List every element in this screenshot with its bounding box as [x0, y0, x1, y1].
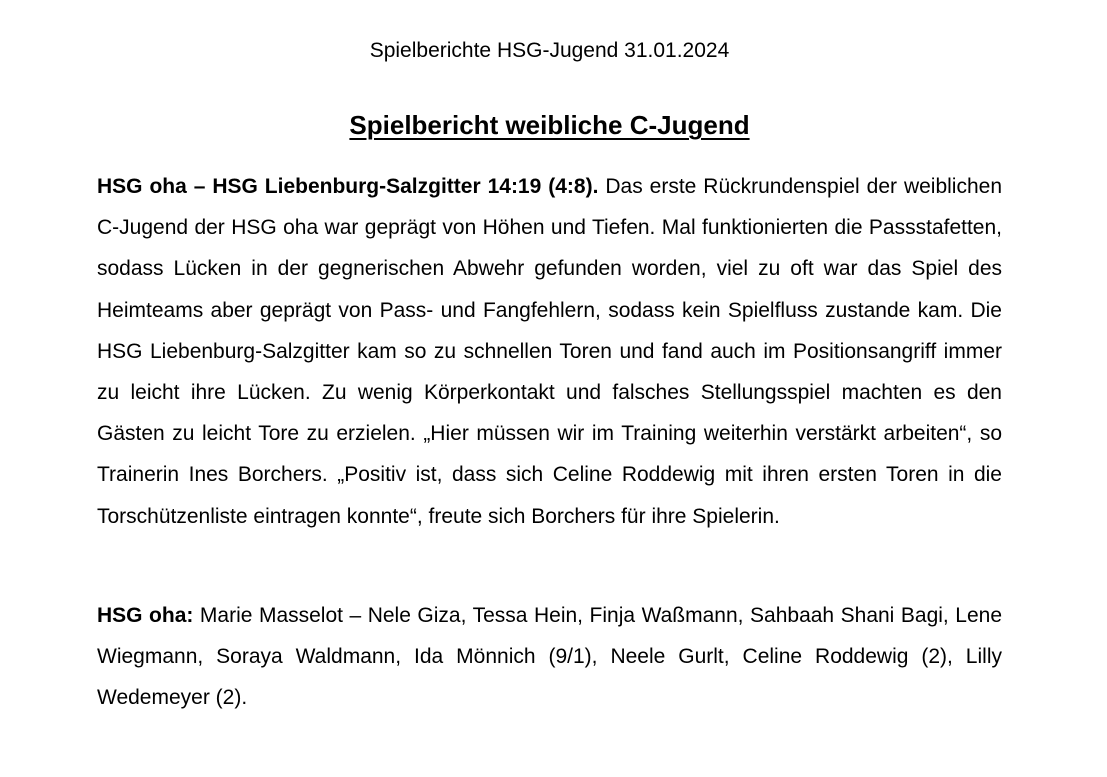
match-report-paragraph: [97, 166, 1002, 537]
report-title: Spielbericht weibliche C-Jugend: [349, 110, 750, 140]
lineup-team-label: HSG oha:: [97, 604, 194, 627]
match-result: HSG oha – HSG Liebenburg-Salzgitter 14:19 (4:8).: [97, 175, 599, 198]
match-report-body: Das erste Rückrundenspiel der weiblichen C-Jugend der HSG oha war geprägt von Höhen und Tiefen. Mal funktionierten die Passstafetten, sodass Lücken in der gegnerischen Abwehr gefunden worden, viel zu oft war das Spiel des Heimteams aber geprägt von Pass- und Fangfehlern, sodass kein Spielfluss zustande kam. Die HSG Liebenburg-Salzgitter kam so zu schnellen Toren und fand auch im Positionsangriff immer zu leicht ihre Lücken. Zu wenig Körperkontakt und falsches Stellungsspiel machten es den Gästen zu leicht Tore zu erzielen. „Hier müssen wir im Training weiterhin verstärkt arbeiten“, so Trainerin Ines Borchers. „Positiv ist, dass sich Celine Roddewig mit ihren ersten Toren in die Torschützenliste eintragen konnte“, freute sich Borchers für ihre Spielerin.: [97, 175, 1002, 528]
lineup-players: Marie Masselot – Nele Giza, Tessa Hein, Finja Waßmann, Sahbaah Shani Bagi, Lene Wiegmann, Soraya Waldmann, Ida Mönnich (9/1), Neele Gurlt, Celine Roddewig (2), Lilly Wedemeyer (2).: [97, 604, 1002, 710]
document-header: Spielberichte HSG-Jugend 31.01.2024: [369, 39, 730, 62]
lineup-paragraph: [97, 595, 1002, 719]
